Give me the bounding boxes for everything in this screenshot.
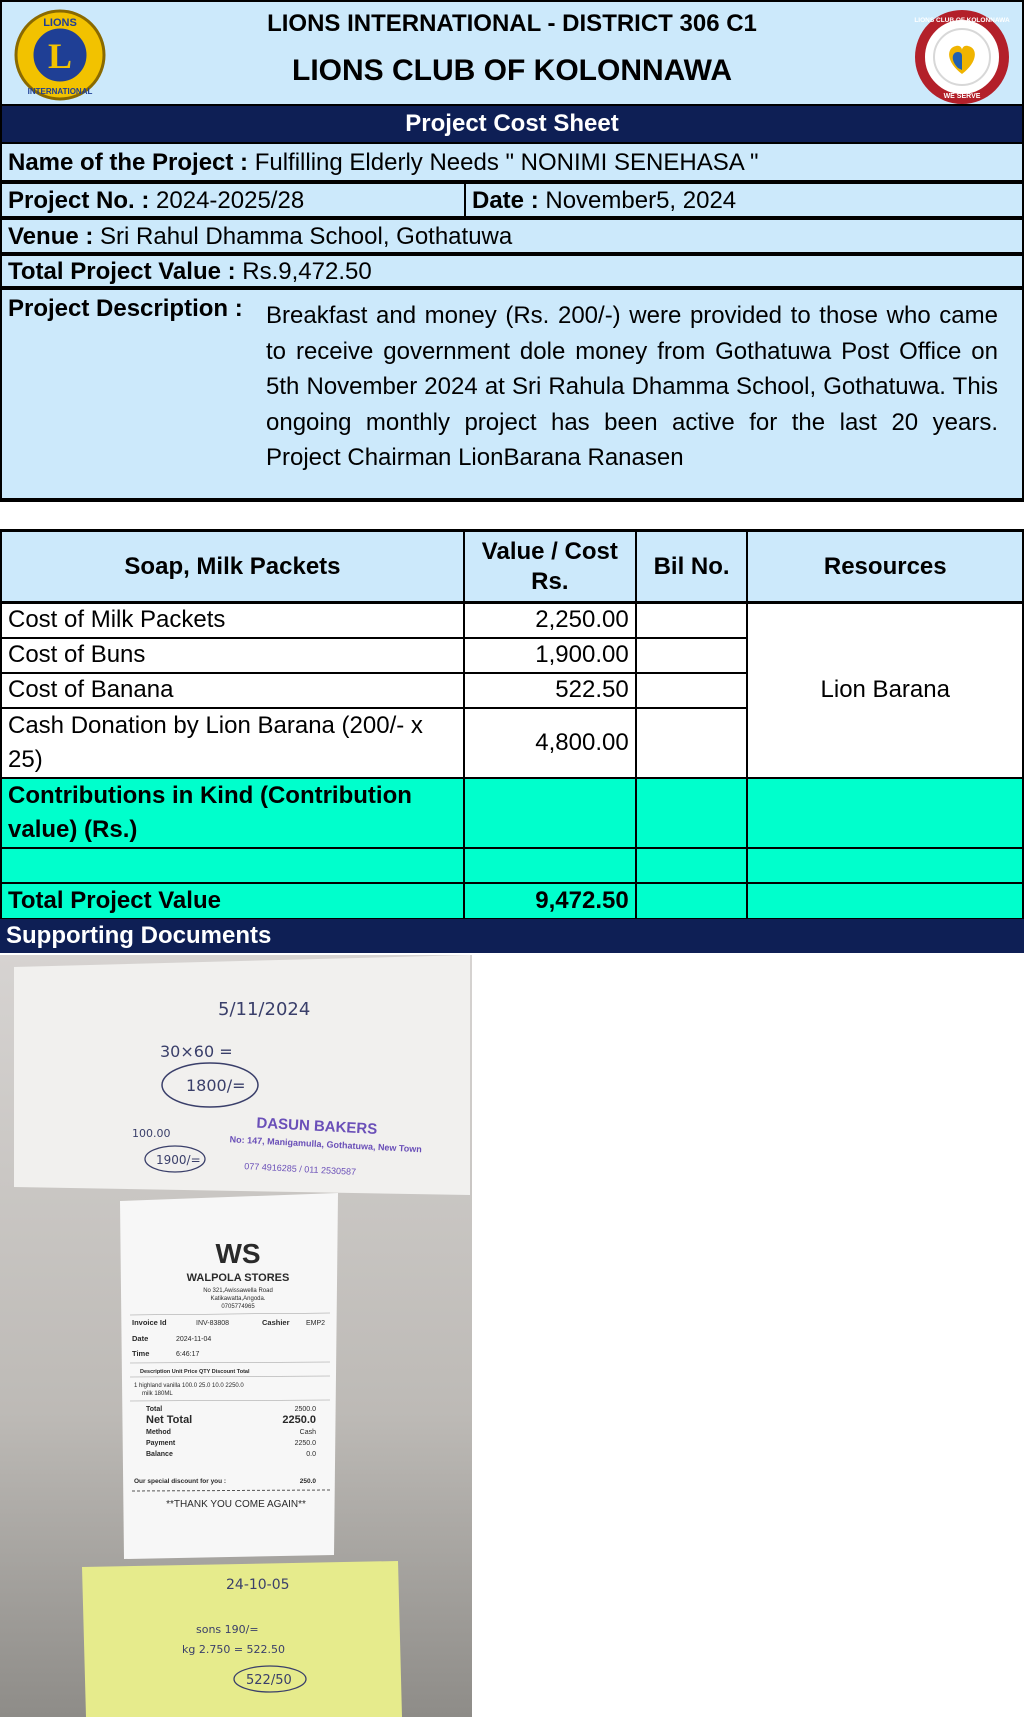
time-label: Time [132,1349,150,1358]
date-value: 2024-11-04 [176,1336,212,1343]
ws-name: WALPOLA STORES [186,1272,290,1284]
ws-address1: No 321,Awissawella Road [203,1288,273,1294]
row-item: Cost of Milk Packets [1,603,464,638]
note3-date: 24-10-05 [226,1577,290,1593]
sheet-title: Project Cost Sheet [0,106,1024,142]
date-label: Date [132,1334,149,1343]
club-logo-icon [908,8,1016,106]
stamp-name: DASUN BAKERS [256,1114,378,1138]
receipt-col-headers: Description Unit Price QTY Discount Total [140,1369,250,1375]
district-title: LIONS INTERNATIONAL - DISTRICT 306 C1 [267,10,757,37]
stamp-phone: 077 4916285 / 011 2530587 [244,1161,357,1177]
resources-cell: Lion Barana [747,603,1023,778]
project-date-cell [464,184,1024,218]
payment-label: Payment [146,1440,176,1447]
row-value: 1,900.00 [464,638,636,673]
row-item: Cost of Buns [1,638,464,673]
time-value: 6:46:17 [176,1351,200,1358]
note3-line2: kg 2.750 = 522.50 [182,1643,286,1656]
note1-line2: 100.00 [132,1127,171,1140]
note1-amount1: 1800/= [186,1076,246,1095]
empty-row [1,848,1023,883]
balance-label: Balance [146,1451,173,1458]
row-value: 2,250.00 [464,603,636,638]
total-value-value: Rs.9,472.50 [235,258,372,285]
row-item: Cash Donation by Lion Barana (200/- x 25) [1,708,464,778]
receipt-item-sub: milk 180ML [142,1391,173,1397]
venue-label: Venue : [8,223,94,250]
header-resources: Resources [747,531,1023,603]
contributions-value [464,778,636,848]
row-bill-no [636,673,748,708]
club-title: LIONS CLUB OF KOLONNAWA [292,54,732,87]
venue-row [0,218,1024,254]
contributions-resources [747,778,1023,848]
description-label: Project Description : [8,295,243,322]
total-label: Total [146,1406,163,1413]
inv-value: INV-83808 [196,1320,230,1327]
method-label: Method [146,1429,171,1436]
row-bill-no [636,638,748,673]
note1-line1: 30×60 = [160,1042,233,1061]
project-date-value: November5, 2024 [538,187,737,214]
project-no-value: 2024-2025/28 [149,187,305,214]
ws-logo: WS [215,1238,261,1269]
header-item: Soap, Milk Packets [1,531,464,603]
project-name-value: Fulfilling Elderly Needs " NONIMI SENEHASA " [248,149,759,176]
table-row [1,603,1023,638]
ws-phone: 0705774965 [221,1304,255,1310]
total-label: Total Project Value [1,883,464,920]
thanks-text: **THANK YOU COME AGAIN** [166,1499,306,1510]
project-no-label: Project No. : [8,187,150,214]
project-number-row [0,182,1024,218]
note1-amount2: 1900/= [156,1153,201,1167]
net-label: Net Total [146,1414,193,1426]
special-value: 250.0 [299,1478,316,1485]
cost-table-header [1,531,1023,603]
stamp-address: No: 147, Manigamulla, Gothatuwa, New Town [229,1134,423,1155]
receipt-item-line: 1 highland vanilla 100.0 25.0 10.0 2250.0 [134,1383,244,1389]
header-value: Value / Cost Rs. [464,531,636,603]
row-value: 522.50 [464,673,636,708]
letterhead [0,0,1024,106]
club-logo-bottom-text: WE SERVE [943,93,981,100]
total-row [1,883,1023,920]
ws-address2: Katikawatta,Angoda. [210,1296,266,1302]
logo-top-text: LIONS [43,17,77,29]
contributions-bill-no [636,778,748,848]
row-value: 4,800.00 [464,708,636,778]
project-name-row [0,142,1024,182]
supporting-documents-bar: Supporting Documents [0,919,1024,953]
contributions-row [1,778,1023,848]
project-name-label: Name of the Project : [8,149,249,176]
club-logo-top-text: LIONS CLUB OF KOLONNAWA [914,17,1010,24]
note3-line1: sons 190/= [196,1623,259,1636]
total-value: 2500.0 [294,1406,316,1413]
venue-value: Sri Rahul Dhamma School, Gothatuwa [93,223,513,250]
balance-value: 0.0 [306,1451,316,1458]
method-value: Cash [299,1429,316,1436]
description-text: Breakfast and money (Rs. 200/-) were provided to those who came to receive government dole money from Gothatuwa Post Office on 5th November 2024 at Sri Rahula Dhamma School, Gothatuwa. This ongoing monthly project has been active for the last 20 years. Project Chairman LionBarana Ranasen [266,302,998,471]
total-value: 9,472.50 [464,883,636,920]
logo-letter: L [47,36,73,76]
row-bill-no [636,708,748,778]
total-value-row [0,254,1024,288]
contributions-label: Contributions in Kind (Contribution value) (Rs.) [1,778,464,848]
receipts-photo [0,955,472,1717]
row-bill-no [636,603,748,638]
project-description-row [0,288,1024,502]
header-bill-no: Bil No. [636,531,748,603]
cashier-label: Cashier [262,1318,290,1327]
logo-bottom-text: INTERNATIONAL [27,87,93,96]
note3-amount: 522/50 [246,1673,292,1688]
special-label: Our special discount for you : [134,1478,227,1485]
cashier-value: EMP2 [306,1320,326,1327]
note1-date: 5/11/2024 [218,999,311,1020]
payment-value: 2250.0 [294,1440,316,1447]
row-item: Cost of Banana [1,673,464,708]
inv-label: Invoice Id [132,1318,167,1327]
total-value-label: Total Project Value : [8,258,236,285]
cost-table [0,529,1024,921]
net-value: 2250.0 [282,1414,316,1426]
project-date-label: Date : [472,187,539,214]
